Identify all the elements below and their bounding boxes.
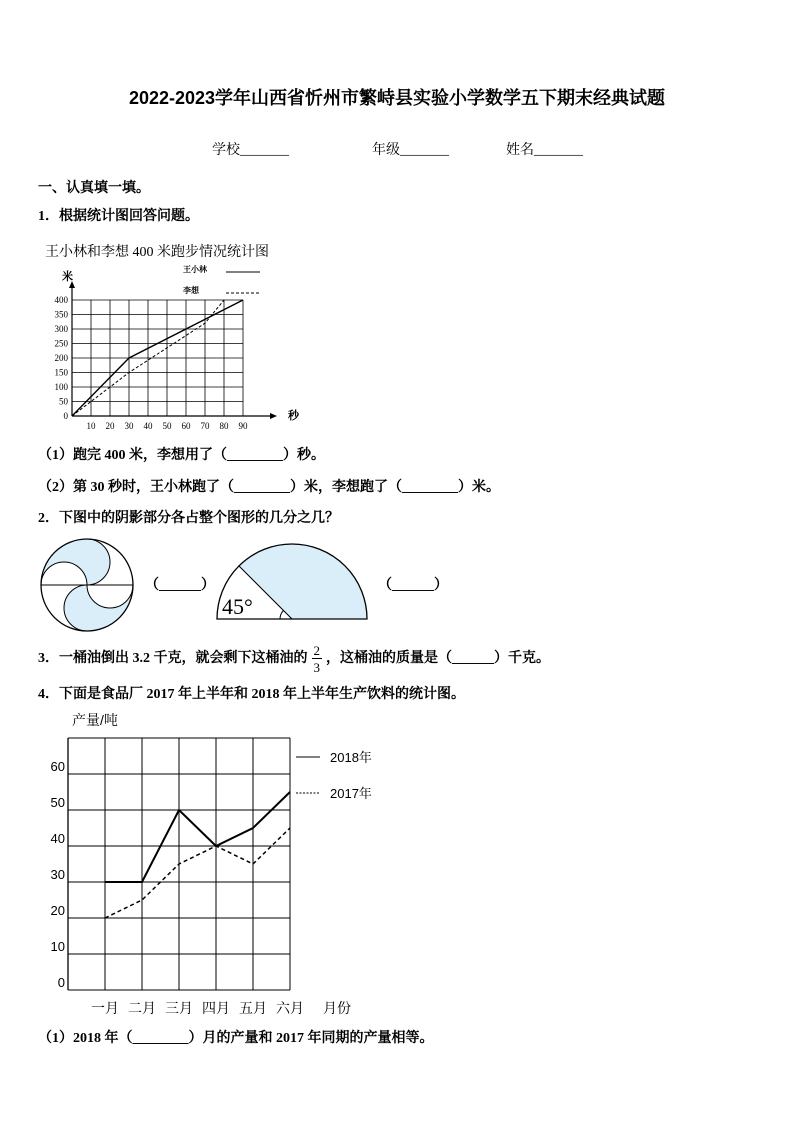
- series-line-2017年: [105, 828, 290, 918]
- y-tick-label: 50: [50, 795, 65, 810]
- production-line-chart: [40, 705, 400, 1020]
- y-tick-label: 60: [50, 759, 65, 774]
- y-tick-label: 200: [54, 353, 68, 363]
- legend-label: 2017年: [330, 786, 372, 801]
- x-tick-label: 六月: [276, 1000, 304, 1016]
- grade-field: 年级_______: [372, 143, 449, 158]
- y-tick-label: 50: [59, 396, 68, 407]
- series-line-2018年: [105, 792, 290, 882]
- question-1-part-1: （1）跑完 400 米，李想用了（________）秒。: [38, 448, 325, 463]
- y-tick-label: 30: [50, 867, 65, 882]
- legend-label: 王小林: [183, 265, 207, 274]
- x-tick-label: 一月: [91, 1000, 119, 1016]
- question-3: [38, 644, 550, 674]
- x-tick-label: 60: [181, 421, 191, 431]
- legend-label: 李想: [183, 286, 199, 295]
- name-field: 姓名_______: [506, 143, 583, 158]
- x-axis-label: 月份: [323, 1000, 351, 1016]
- school-field: 学校_______: [212, 143, 289, 158]
- x-tick-label: 50: [162, 421, 172, 431]
- y-axis-label: 米: [62, 271, 73, 283]
- swirl-circle-figure: [37, 535, 137, 635]
- angle-label: 45°: [222, 594, 253, 619]
- fraction-denominator: 3: [313, 660, 320, 675]
- y-tick-label: 40: [50, 831, 65, 846]
- x-tick-label: 五月: [239, 1000, 267, 1016]
- x-tick-label: 20: [105, 421, 115, 431]
- y-tick-label: 100: [54, 382, 68, 392]
- y-tick-label: 400: [54, 295, 68, 305]
- page-title: 2022-2023学年山西省忻州市繁峙县实验小学数学五下期末经典试题: [128, 88, 666, 108]
- y-axis-label: 产量/吨: [72, 712, 118, 728]
- x-tick-label: 70: [200, 421, 210, 431]
- y-tick-label: 350: [54, 309, 68, 320]
- question-3-text-after: ，这桶油的质量是（______）千克。: [326, 651, 550, 666]
- y-tick-label: 10: [50, 939, 65, 954]
- y-tick-label: 150: [54, 367, 68, 378]
- semicircle-sector-figure: [210, 538, 372, 624]
- y-tick-label: 250: [54, 338, 68, 349]
- x-tick-label: 90: [238, 421, 248, 431]
- section-heading: 一、认真填一填。: [38, 181, 150, 196]
- fraction-numerator: 2: [313, 643, 320, 658]
- x-tick-label: 10: [86, 421, 96, 431]
- question-3-text-before: 3．一桶油倒出 3.2 千克，就会剩下这桶油的: [38, 651, 308, 666]
- x-tick-label: 三月: [165, 1000, 193, 1016]
- angle-marker: [280, 611, 284, 620]
- chart-title: 王小林和李想 400 米跑步情况统计图: [45, 245, 269, 260]
- x-tick-label: 30: [124, 421, 134, 431]
- y-tick-label: 0: [57, 975, 65, 990]
- y-tick-label: 0: [63, 411, 68, 421]
- x-tick-label: 80: [219, 421, 229, 431]
- x-axis-label: 秒: [288, 410, 299, 422]
- answer-blank-figure-a: （______）: [145, 578, 215, 593]
- shaded-blade-upper: [41, 539, 110, 585]
- question-2: 2．下图中的阴影部分各占整个图形的几分之几？: [38, 511, 339, 526]
- shaded-blade-lower: [64, 585, 133, 631]
- legend-label: 2018年: [330, 750, 372, 765]
- question-1: 1．根据统计图回答问题。: [38, 209, 199, 224]
- y-tick-label: 20: [50, 903, 65, 918]
- x-tick-label: 40: [143, 421, 153, 431]
- question-4: 4．下面是食品厂 2017 年上半年和 2018 年上半年生产饮料的统计图。: [38, 687, 465, 702]
- x-axis-arrow: [270, 413, 277, 419]
- shaded-sector: [239, 544, 367, 619]
- x-tick-label: 四月: [202, 1000, 230, 1016]
- fraction: [312, 644, 323, 674]
- running-line-chart: [36, 240, 316, 435]
- y-tick-label: 300: [54, 324, 68, 334]
- x-tick-label: 二月: [128, 1000, 156, 1016]
- answer-blank-figure-b: （______）: [378, 578, 448, 593]
- question-1-part-2: （2）第 30 秒时，王小林跑了（________）米，李想跑了（________）米。: [38, 480, 500, 495]
- question-4-part-1: （1）2018 年（________）月的产量和 2017 年同期的产量相等。: [38, 1031, 434, 1046]
